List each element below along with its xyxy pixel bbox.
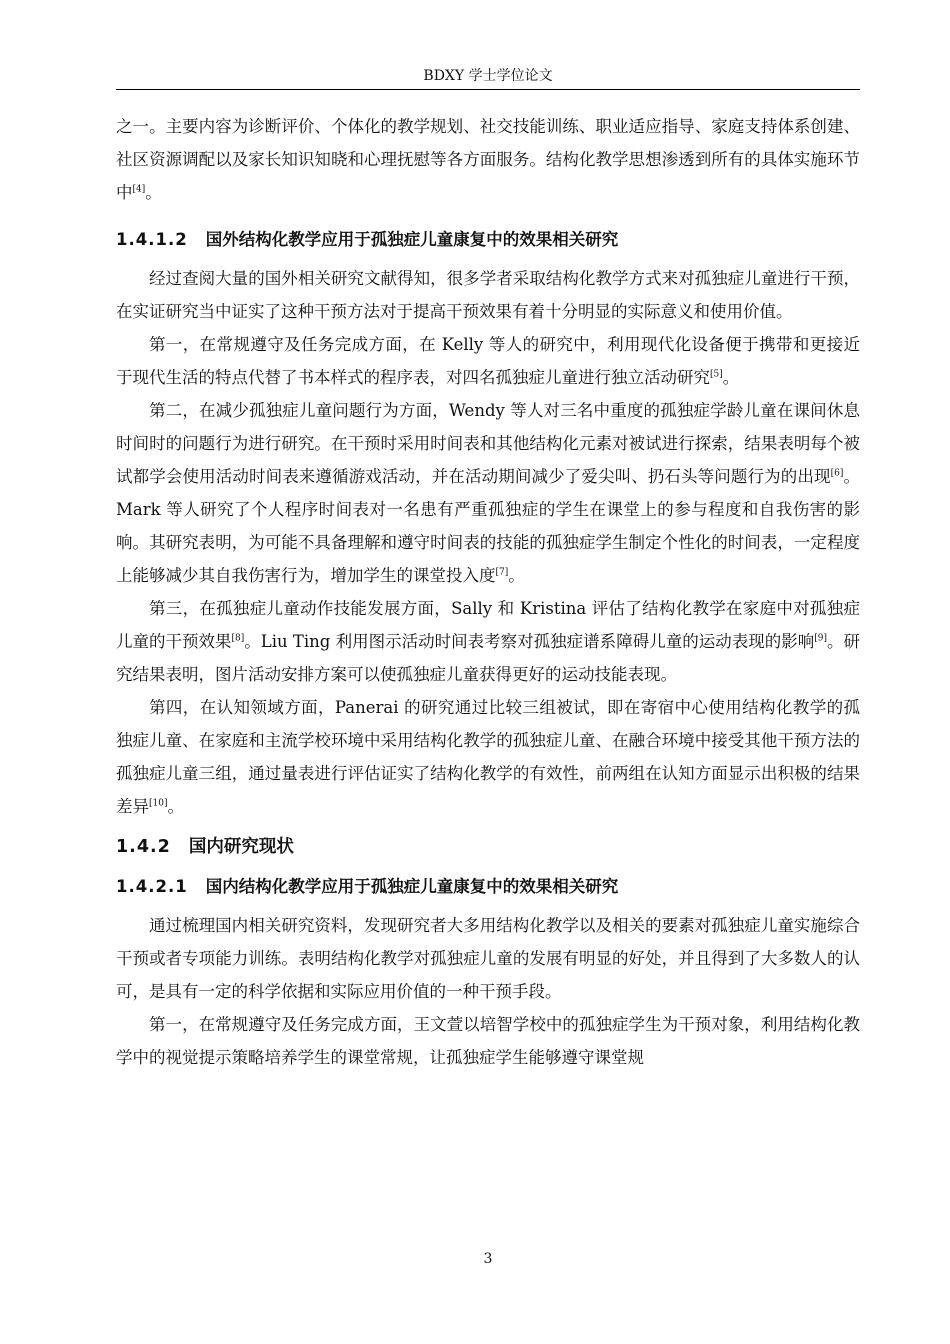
paragraph-text: 。Liu Ting 利用图示活动时间表考察对孤独症谱系障碍儿童的运动表现的影响: [244, 632, 815, 651]
paragraph-continued: [116, 110, 860, 209]
paragraph-text: 。研究结果表明，图片活动安排方案可以使孤独症儿童获得更好的运动技能表现。: [116, 632, 861, 684]
paragraph: [116, 909, 860, 1008]
paragraph: [116, 262, 860, 328]
citation-ref[interactable]: [9]: [814, 633, 827, 644]
paragraph-text: 第二，在减少孤独症儿童问题行为方面，Wendy 等人对三名中重度的孤独症学龄儿童在课间休息时间时的问题行为进行研究。在干预时采用时间表和其他结构化元素对被试进行探索，结果表明每个被试都学会使用活动时间表来遵循游戏活动，并在活动期间减少了爱尖叫、扔石头等问题行为的出现: [116, 401, 860, 486]
section-title: 国内研究现状: [188, 837, 294, 857]
paragraph-text: 之一。主要内容为诊断评价、个体化的教学规划、社交技能训练、职业适应指导、家庭支持体系创建、社区资源调配以及家长知识知晓和心理抚慰等各方面服务。结构化教学思想渗透到所有的具体实施环节中: [116, 117, 860, 202]
paragraph-text: 。: [145, 183, 162, 202]
page-header: BDXY 学士学位论文: [423, 68, 553, 84]
section-title: 国外结构化教学应用于孤独症儿童康复中的效果相关研究: [205, 230, 619, 249]
section-title: 国内结构化教学应用于孤独症儿童康复中的效果相关研究: [205, 877, 619, 896]
paragraph: [116, 394, 860, 592]
paragraph-text: 第一，在常规遵守及任务完成方面，王文萱以培智学校中的孤独症学生为干预对象，利用结构化教学中的视觉提示策略培养学生的课堂常规，让孤独症学生能够遵守课堂规: [116, 1015, 860, 1067]
paragraph-text: 。Mark 等人研究了个人程序时间表对一名患有严重孤独症的学生在课堂上的参与程度和自我伤害的影响。其研究表明，为可能不具备理解和遵守时间表的技能的孤独症学生制定个性化的时间表，一定程度上能够减少其自我伤害行为，增加学生的课堂投入度: [116, 467, 861, 585]
citation-ref[interactable]: [7]: [495, 567, 509, 578]
paragraph: [116, 592, 860, 691]
paragraph-text: 。: [167, 797, 184, 816]
paragraph-text: 。: [508, 566, 525, 585]
citation-ref[interactable]: [5]: [710, 369, 723, 380]
paragraph-text: 。: [722, 368, 740, 387]
citation-ref[interactable]: [6]: [830, 468, 844, 479]
section-number: 1.4.2.1: [116, 877, 188, 896]
paragraph-text: 通过梳理国内相关研究资料，发现研究者大多用结构化教学以及相关的要素对孤独症儿童实施综合干预或者专项能力训练。表明结构化教学对孤独症儿童的发展有明显的好处，并且得到了大多数人的认可，是具有一定的科学依据和实际应用价值的一种干预手段。: [116, 916, 860, 1001]
paragraph-text: 第三，在孤独症儿童动作技能发展方面，Sally 和 Kristina 评估了结构化教学在家庭中对孤独症儿童的干预效果: [116, 599, 860, 651]
paragraph-text: 经过查阅大量的国外相关研究文献得知，很多学者采取结构化教学方式来对孤独症儿童进行干预，在实证研究当中证实了这种干预方法对于提高干预效果有着十分明显的实际意义和使用价值。: [116, 269, 860, 321]
document-body: [116, 110, 860, 1074]
paragraph-text: 第四，在认知领域方面，Panerai 的研究通过比较三组被试，即在寄宿中心使用结构化教学的孤独症儿童、在家庭和主流学校环境中采用结构化教学的孤独症儿童、在融合环境中接受其他干预方法的孤独症儿童三组，通过量表进行评估证实了结构化教学的有效性，前两组在认知方面显示出积极的结果差异: [116, 698, 860, 816]
citation-ref[interactable]: [8]: [231, 633, 245, 644]
header-rule: [116, 89, 860, 90]
citation-ref[interactable]: [10]: [149, 798, 168, 809]
paragraph-text: 第一，在常规遵守及任务完成方面，在 Kelly 等人的研究中，利用现代化设备便于携带和更接近于现代生活的特点代替了书本样式的程序表，对四名孤独症儿童进行独立活动研究: [116, 335, 860, 387]
paragraph: [116, 328, 860, 394]
section-heading-1-4-2: [116, 831, 860, 864]
paragraph: [116, 1008, 860, 1074]
section-heading-1-4-1-2: [116, 223, 860, 256]
page-number: 3: [483, 1251, 493, 1267]
section-number: 1.4.2: [116, 837, 171, 857]
citation-ref[interactable]: [4]: [132, 184, 146, 195]
section-number: 1.4.1.2: [116, 230, 188, 249]
section-heading-1-4-2-1: [116, 870, 860, 903]
paragraph: [116, 691, 860, 823]
